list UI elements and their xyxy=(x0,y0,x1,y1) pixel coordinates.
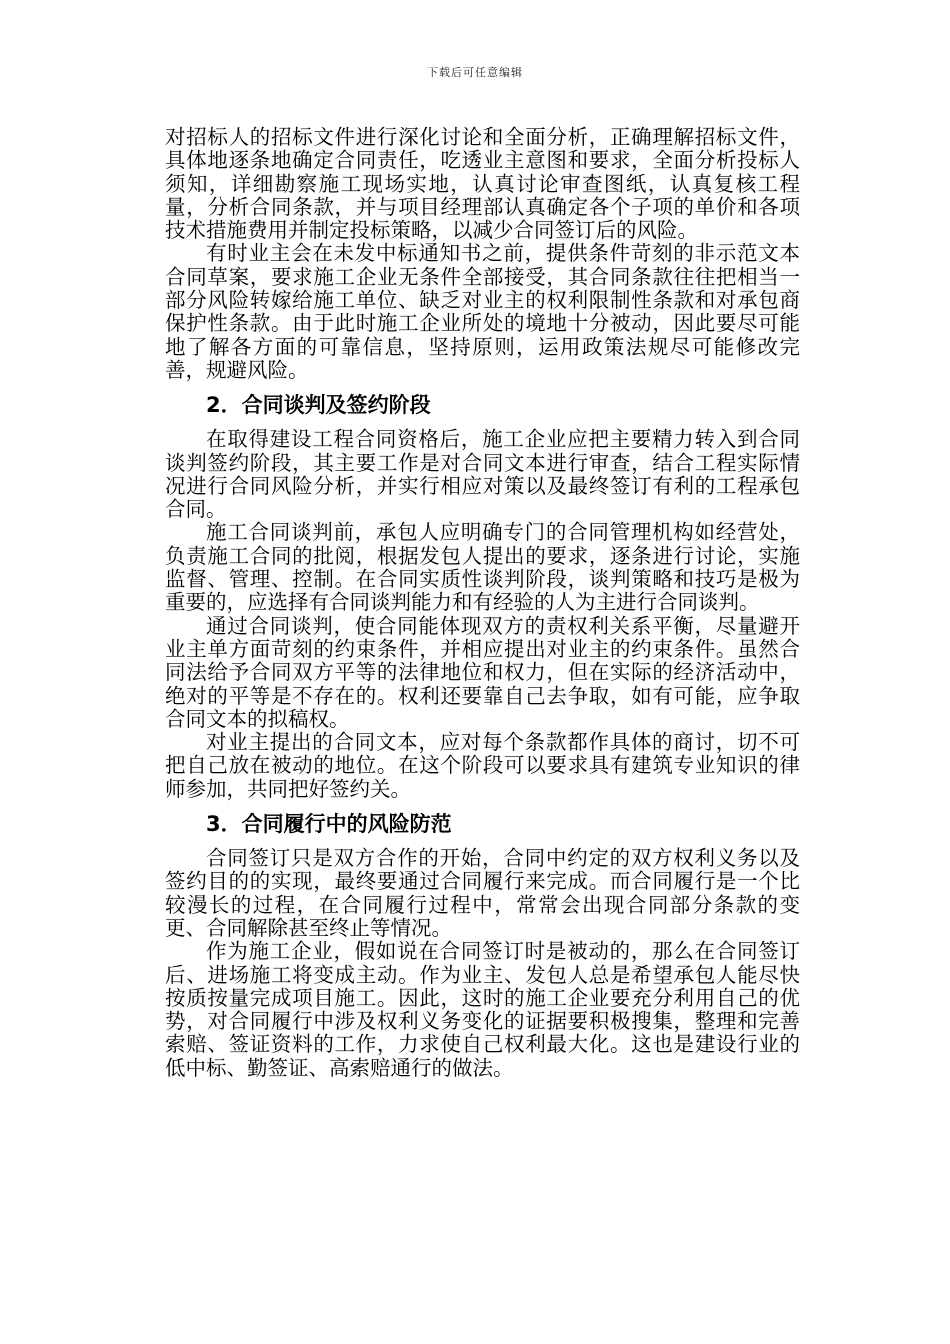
paragraph: 对招标人的招标文件进行深化讨论和全面分析，正确理解招标文件，具体地逐条地确定合同责任，吃透业主意图和要求，全面分析投标人须知，详细勘察施工现场实地，认真讨论审查图纸，认真复核工程量，分析合同条款，并与项目经理部认真确定各个子项的单价和各项技术措施费用并制定投标策略，以减少合同签订后的风险。 xyxy=(165,125,800,243)
section-intro xyxy=(165,126,800,382)
paragraph: 对业主提出的合同文本，应对每个条款都作具体的商讨，切不可把自己放在被动的地位。在这个阶段可以要求具有建筑专业知识的律师参加，共同把好签约关。 xyxy=(165,730,800,801)
paragraph: 作为施工企业，假如说在合同签订时是被动的，那么在合同签订后、进场施工将变成主动。作为业主、发包人总是希望承包人能尽快按质按量完成项目施工。因此，这时的施工企业要充分利用自己的优势，对合同履行中涉及权利义务变化的证据要积极搜集，整理和完善索赔、签证资料的工作，力求使自己权利最大化。这也是建设行业的低中标、勤签证、高索赔通行的做法。 xyxy=(165,939,800,1080)
section-heading: 3．合同履行中的风险防范 xyxy=(206,812,452,837)
paragraph: 在取得建设工程合同资格后，施工企业应把主要精力转入到合同谈判签约阶段，其主要工作是对合同文本进行审查，结合工程实际情况进行合同风险分析，并实行相应对策以及最终签订有利的工程承包合同。 xyxy=(165,427,800,522)
section-heading: 2．合同谈判及签约阶段 xyxy=(206,393,431,418)
page-header: 下载后可任意编辑 xyxy=(427,66,523,79)
section-negotiation xyxy=(165,390,800,801)
document-body xyxy=(165,126,800,1080)
paragraph: 有时业主会在未发中标通知书之前，提供条件苛刻的非示范文本合同草案，要求施工企业无条件全部接受，其合同条款往往把相当一部分风险转嫁给施工单位、缺乏对业主的权利限制性条款和对承包商保护性条款。由于此时施工企业所处的境地十分被动，因此要尽可能地了解各方面的可靠信息，坚持原则，运用政策法规尽可能修改完善，规避风险。 xyxy=(165,241,800,382)
paragraph: 施工合同谈判前，承包人应明确专门的合同管理机构如经营处，负责施工合同的批阅，根据发包人提出的要求，逐条进行讨论，实施监督、管理、控制。在合同实质性谈判阶段，谈判策略和技巧是极为重要的，应选择有合同谈判能力和有经验的人为主进行合同谈判。 xyxy=(165,520,800,615)
paragraph: 合同签订只是双方合作的开始，合同中约定的双方权利义务以及签约目的的实现，最终要通过合同履行来完成。而合同履行是一个比较漫长的过程，在合同履行过程中，常常会出现合同部分条款的变更、合同解除甚至终止等情况。 xyxy=(165,846,800,940)
paragraph: 通过合同谈判，使合同能体现双方的责权利关系平衡，尽量避开业主单方面苛刻的约束条件，并相应提出对业主的约束条件。虽然合同法给予合同双方平等的法律地位和权力，但在实际的经济活动中，绝对的平等是不存在的。权利还要靠自己去争取，如有可能，应争取合同文本的拟稿权。 xyxy=(165,613,800,731)
section-performance xyxy=(165,809,800,1080)
